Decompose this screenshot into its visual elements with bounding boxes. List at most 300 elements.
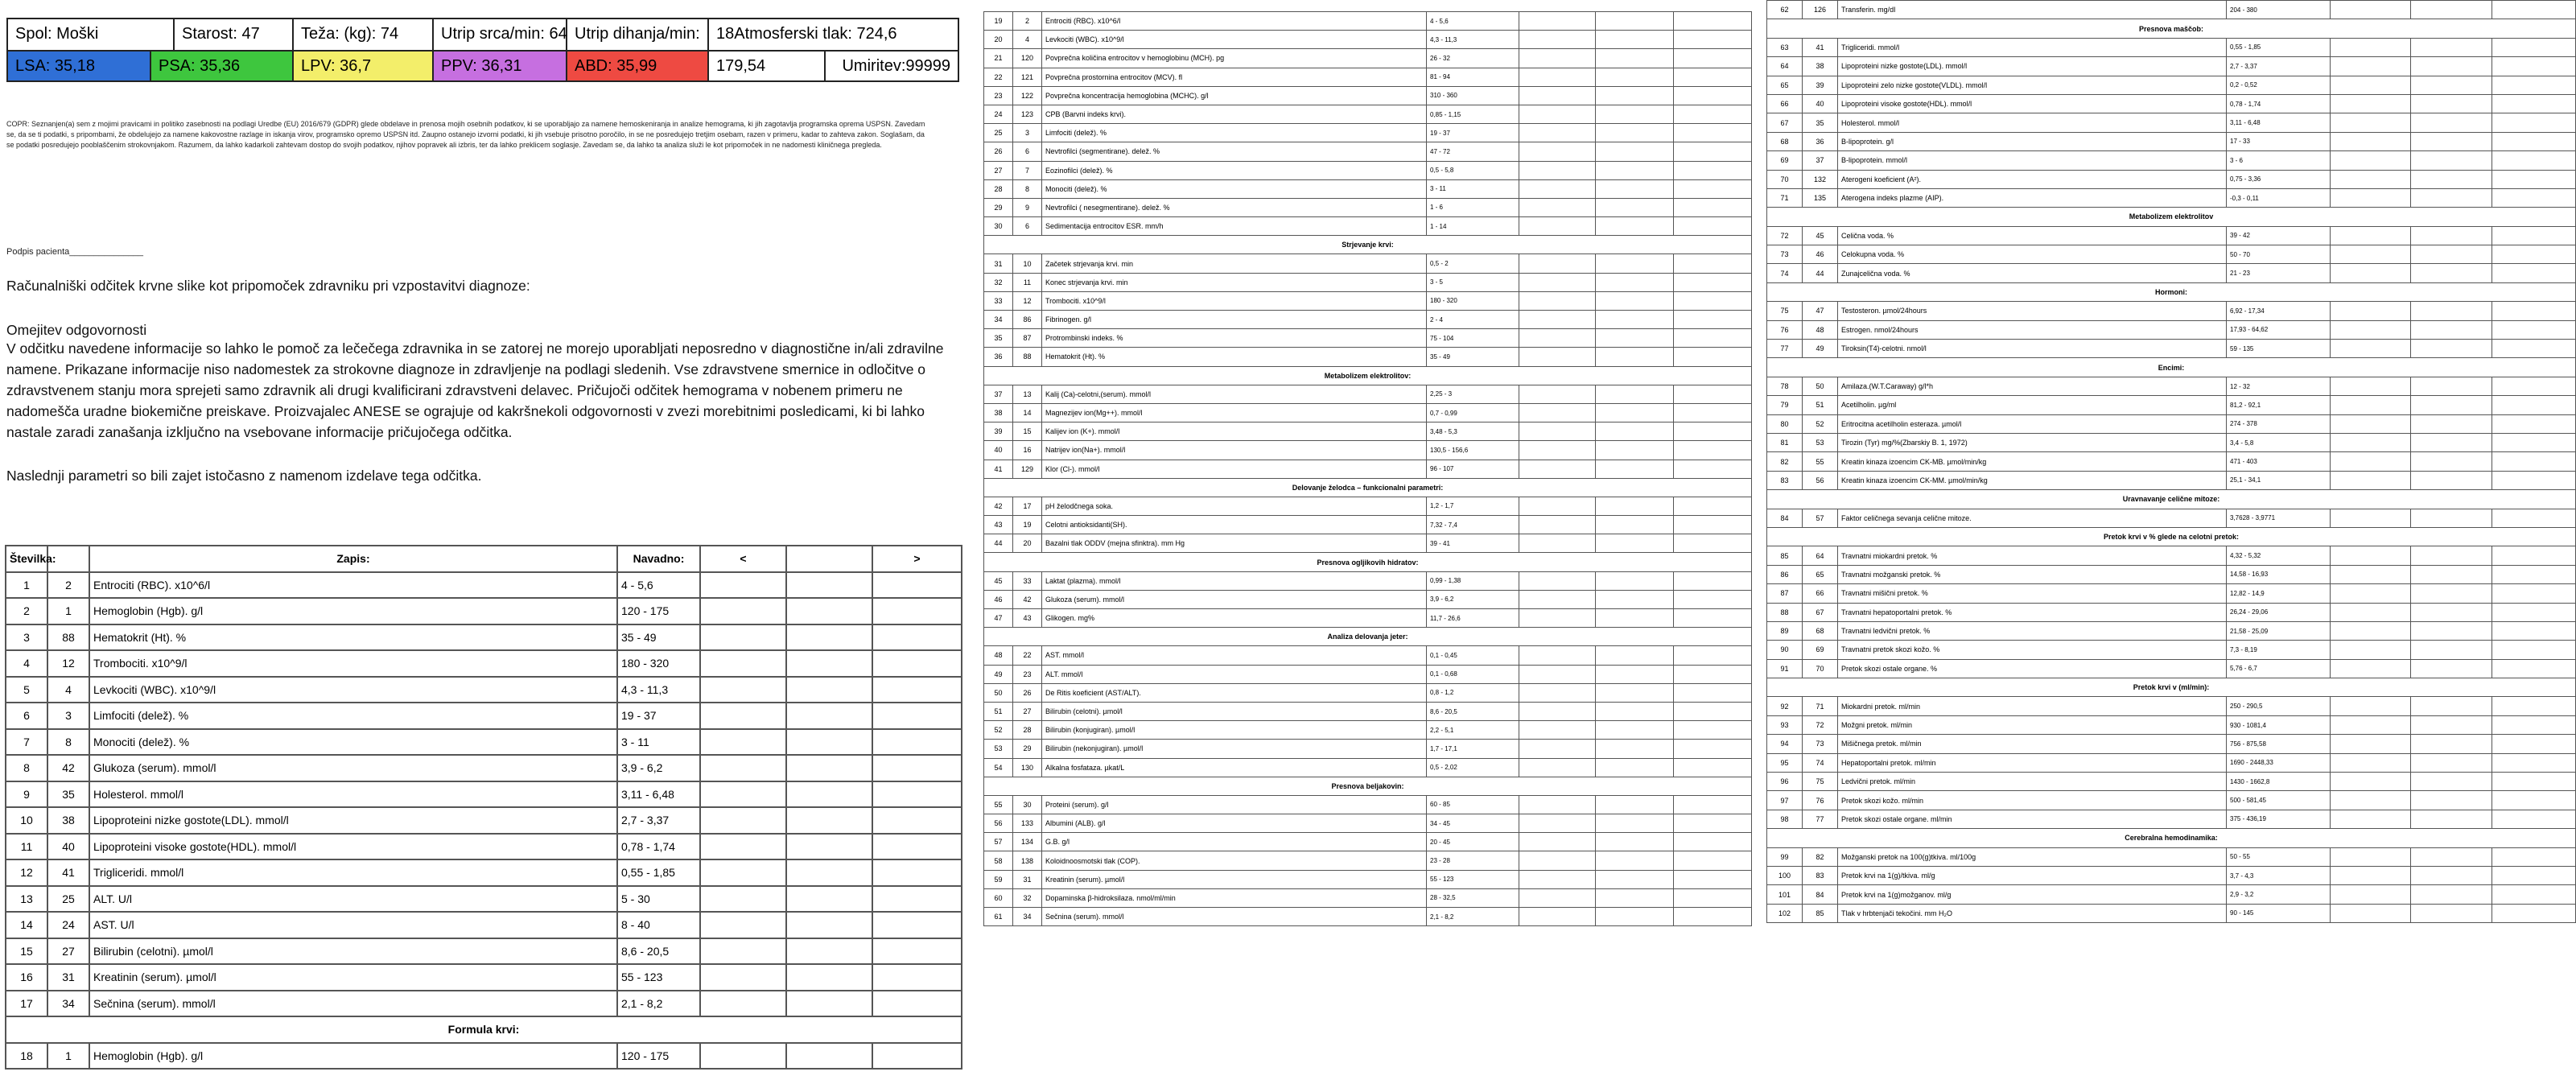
status-high-cell (2492, 340, 2576, 358)
table-row (984, 49, 1752, 68)
table-row (984, 12, 1752, 31)
status-high-cell (2492, 885, 2576, 904)
status-low-cell (1519, 497, 1596, 515)
status-low-cell (2331, 57, 2411, 76)
parameter-name: Povprečna koncentracija hemoglobina (MCHC). g/l (1042, 86, 1427, 105)
row-number: 100 (1767, 866, 1803, 884)
parameter-name: Sečnina (serum). mmol/l (89, 991, 617, 1017)
reference-range: 1690 - 2448,33 (2227, 753, 2331, 772)
status-normal-cell (2411, 433, 2492, 451)
status-low-cell (1519, 721, 1596, 740)
parameter-name: Aterogeni koeficient (A²). (1838, 170, 2227, 188)
status-normal-cell (1596, 740, 1674, 758)
parameter-code: 42 (47, 755, 89, 781)
parameter-code: 16 (1013, 441, 1042, 460)
status-low-cell (2331, 904, 2411, 922)
status-high-cell (1674, 273, 1752, 291)
status-low-cell (1519, 161, 1596, 179)
reference-range: 0,99 - 1,38 (1427, 571, 1519, 590)
reference-range: 0,8 - 1,2 (1427, 683, 1519, 702)
parameter-name: Bazalni tlak ODDV (mejna sfinktra). mm Hg (1042, 534, 1427, 553)
status-low-cell (1519, 142, 1596, 161)
reference-range: 375 - 436,19 (2227, 810, 2331, 828)
status-normal-cell (1596, 385, 1674, 403)
parameter-name: Možgni pretok. ml/min (1838, 715, 2227, 734)
status-high-cell (1674, 291, 1752, 310)
status-normal-cell (1596, 870, 1674, 888)
parameter-code: 4 (47, 677, 89, 703)
status-high-cell (872, 807, 962, 834)
row-number: 65 (1767, 76, 1803, 94)
row-number: 20 (984, 31, 1013, 49)
table-row (984, 68, 1752, 86)
status-normal-cell (2411, 641, 2492, 659)
status-high-cell (872, 650, 962, 677)
status-low-cell (1519, 86, 1596, 105)
reference-range: 3,11 - 6,48 (2227, 113, 2331, 132)
status-high-cell (1674, 814, 1752, 833)
status-normal-cell (1596, 888, 1674, 907)
status-normal-cell (1596, 273, 1674, 291)
reference-range: 1430 - 1662,8 (2227, 773, 2331, 791)
status-normal-cell (2411, 715, 2492, 734)
parameter-code: 35 (47, 781, 89, 808)
reference-range: 3,11 - 6,48 (617, 781, 700, 808)
status-normal-cell (2411, 151, 2492, 170)
status-low-cell (700, 624, 786, 651)
status-low-cell (1519, 179, 1596, 198)
parameter-name: Entrociti (RBC). x10^6/l (89, 572, 617, 599)
status-low-cell (1519, 68, 1596, 86)
status-high-cell (872, 572, 962, 599)
table-row (984, 740, 1752, 758)
parameter-name: G.B. g/l (1042, 833, 1427, 851)
status-normal-cell (1596, 329, 1674, 348)
parameter-name: Povprečna prostornina entrocitov (MCV). fl (1042, 68, 1427, 86)
table-row (984, 217, 1752, 236)
parameter-code: 133 (1013, 814, 1042, 833)
status-high-cell (2492, 565, 2576, 583)
status-normal-cell (2411, 904, 2492, 922)
reference-range: 60 - 85 (1427, 795, 1519, 814)
parameter-name: Pretok krvi na 1(g)možganov. ml/g (1838, 885, 2227, 904)
parameter-code: 2 (1013, 12, 1042, 31)
parameter-code: 44 (1803, 264, 1838, 282)
status-low-cell (1519, 814, 1596, 833)
parameter-code: 55 (1803, 452, 1838, 471)
reference-range: 81,2 - 92,1 (2227, 396, 2331, 414)
status-low-cell (700, 677, 786, 703)
status-low-cell (1519, 385, 1596, 403)
status-high-cell (1674, 198, 1752, 216)
status-low-cell (2331, 1, 2411, 19)
table-row (1767, 621, 2576, 640)
section-title: Formula krvi: (6, 1016, 962, 1043)
reference-range: 3,9 - 6,2 (1427, 590, 1519, 608)
status-high-cell (1674, 254, 1752, 273)
parameter-code: 27 (1013, 702, 1042, 720)
row-number: 29 (984, 198, 1013, 216)
parameter-code: 86 (1013, 311, 1042, 329)
parameter-code: 120 (1013, 49, 1042, 68)
reference-range: 4 - 5,6 (617, 572, 700, 599)
parameter-name: Kalijev ion (K+). mmol/l (1042, 422, 1427, 441)
status-high-cell (2492, 847, 2576, 866)
row-number: 88 (1767, 603, 1803, 621)
status-high-cell (872, 964, 962, 991)
status-low-cell (1519, 254, 1596, 273)
section-row (6, 1016, 962, 1043)
status-low-cell (2331, 735, 2411, 753)
status-low-cell (700, 964, 786, 991)
table-row (984, 870, 1752, 888)
table-row (984, 758, 1752, 777)
parameters-note: Naslednji parametri so bili zajet istočasno z namenom izdelave tega odčitka. (6, 468, 482, 484)
parameter-code: 83 (1803, 866, 1838, 884)
row-number: 37 (984, 385, 1013, 403)
row-number: 80 (1767, 414, 1803, 433)
reference-range: 2,1 - 8,2 (1427, 908, 1519, 926)
parameter-name: Kreatinin (serum). µmol/l (1042, 870, 1427, 888)
section-row (1767, 490, 2576, 509)
table-row (1767, 151, 2576, 170)
table-row (984, 888, 1752, 907)
status-normal-cell (1596, 124, 1674, 142)
status-normal-cell (1596, 254, 1674, 273)
status-low-cell (2331, 509, 2411, 527)
status-normal-cell (1596, 105, 1674, 123)
status-high-cell (1674, 329, 1752, 348)
section-title: Metabolizem elektrolitov (1767, 208, 2576, 226)
status-normal-cell (786, 572, 872, 599)
row-number: 62 (1767, 1, 1803, 19)
status-high-cell (1674, 86, 1752, 105)
reference-range: 23 - 28 (1427, 851, 1519, 870)
row-number: 68 (1767, 132, 1803, 150)
status-normal-cell (2411, 603, 2492, 621)
parameter-name: Hepatoportalni pretok. ml/min (1838, 753, 2227, 772)
parameter-name: Bilirubin (celotni). µmol/l (1042, 702, 1427, 720)
status-normal-cell (2411, 509, 2492, 527)
status-low-cell (1519, 833, 1596, 851)
parameter-name: Dopaminska β-hidroksilaza. nmol/ml/min (1042, 888, 1427, 907)
table-row (6, 807, 962, 834)
status-low-cell (2331, 641, 2411, 659)
status-normal-cell (786, 834, 872, 860)
status-low-cell (1519, 795, 1596, 814)
parameter-name: Alkalna fosfataza. µkat/L (1042, 758, 1427, 777)
status-normal-cell (1596, 516, 1674, 534)
status-normal-cell (2411, 471, 2492, 489)
status-high-cell (2492, 132, 2576, 150)
table-row (984, 124, 1752, 142)
table-row (984, 721, 1752, 740)
table-row (984, 273, 1752, 291)
table-row (1767, 38, 2576, 56)
status-low-cell (1519, 851, 1596, 870)
parameter-code: 19 (1013, 516, 1042, 534)
status-normal-cell (786, 729, 872, 756)
status-normal-cell (2411, 546, 2492, 565)
status-high-cell (1674, 217, 1752, 236)
status-low-cell (2331, 810, 2411, 828)
status-low-cell (2331, 377, 2411, 395)
status-low-cell (1519, 12, 1596, 31)
reference-range: 28 - 32,5 (1427, 888, 1519, 907)
reference-range: 2,2 - 5,1 (1427, 721, 1519, 740)
row-number: 24 (984, 105, 1013, 123)
reference-range: 3,48 - 5,3 (1427, 422, 1519, 441)
row-number: 54 (984, 758, 1013, 777)
status-high-cell (1674, 646, 1752, 665)
table-header-cell: Navadno: (617, 546, 700, 572)
status-low-cell (1519, 571, 1596, 590)
status-low-cell (2331, 396, 2411, 414)
status-high-cell (2492, 735, 2576, 753)
psa-field: PSA: 35,36 (151, 52, 294, 80)
status-low-cell (2331, 151, 2411, 170)
reference-range: 0,7 - 0,99 (1427, 403, 1519, 422)
reference-range: 55 - 123 (617, 964, 700, 991)
section-title: Cerebralna hemodinamika: (1767, 829, 2576, 847)
parameter-code: 9 (1013, 198, 1042, 216)
status-high-cell (1674, 142, 1752, 161)
status-high-cell (1674, 441, 1752, 460)
row-number: 13 (6, 886, 47, 913)
row-number: 35 (984, 329, 1013, 348)
parameter-code: 40 (47, 834, 89, 860)
table-row (1767, 810, 2576, 828)
table-row (984, 833, 1752, 851)
parameter-name: Bilirubin (celotni). µmol/l (89, 938, 617, 965)
parameter-name: Klor (Cl-). mmol/l (1042, 460, 1427, 478)
row-number: 49 (984, 665, 1013, 683)
reference-range: -0,3 - 0,11 (2227, 188, 2331, 207)
status-normal-cell (2411, 697, 2492, 715)
status-normal-cell (2411, 584, 2492, 603)
reference-range: 1,2 - 1,7 (1427, 497, 1519, 515)
row-number: 81 (1767, 433, 1803, 451)
status-high-cell (2492, 584, 2576, 603)
parameter-code: 37 (1803, 151, 1838, 170)
table-row (984, 702, 1752, 720)
table-row (6, 938, 962, 965)
reference-range: 120 - 175 (617, 598, 700, 624)
parameter-code: 6 (1013, 217, 1042, 236)
status-high-cell (2492, 188, 2576, 207)
status-high-cell (1674, 497, 1752, 515)
umiritev-field: Umiritev:99999 (842, 57, 950, 75)
parameter-code: 50 (1803, 377, 1838, 395)
status-normal-cell (786, 886, 872, 913)
row-number: 11 (6, 834, 47, 860)
status-normal-cell (2411, 57, 2492, 76)
status-normal-cell (2411, 810, 2492, 828)
parameter-name: ALT. mmol/l (1042, 665, 1427, 683)
reference-range: 39 - 41 (1427, 534, 1519, 553)
parameter-code: 40 (1803, 94, 1838, 113)
table-header-cell: Številka: (6, 546, 47, 572)
row-number: 5 (6, 677, 47, 703)
results-table-2 (983, 11, 1752, 926)
status-normal-cell (1596, 814, 1674, 833)
table-row (1767, 113, 2576, 132)
row-number: 95 (1767, 753, 1803, 772)
status-high-cell (1674, 870, 1752, 888)
reference-range: 21,58 - 25,09 (2227, 621, 2331, 640)
parameter-code: 64 (1803, 546, 1838, 565)
parameter-name: Miokardni pretok. ml/min (1838, 697, 2227, 715)
parameter-name: Travnatni ledvični pretok. % (1838, 621, 2227, 640)
table-row (1767, 546, 2576, 565)
status-high-cell (2492, 659, 2576, 678)
disclaimer-title: Omejitev odgovornosti (6, 322, 147, 338)
parameter-name: Lipoproteini visoke gostote(HDL). mmol/l (89, 834, 617, 860)
status-normal-cell (1596, 68, 1674, 86)
row-number: 86 (1767, 565, 1803, 583)
parameter-name: Amilaza.(W.T.Caraway) g/l*h (1838, 377, 2227, 395)
table-row (1767, 509, 2576, 527)
reference-range: 14,58 - 16,93 (2227, 565, 2331, 583)
row-number: 34 (984, 311, 1013, 329)
status-high-cell (2492, 38, 2576, 56)
reference-range: 180 - 320 (617, 650, 700, 677)
parameter-name: Travnatni hepatoportalni pretok. % (1838, 603, 2227, 621)
status-low-cell (1519, 516, 1596, 534)
table-row (984, 105, 1752, 123)
row-number: 23 (984, 86, 1013, 105)
status-normal-cell (2411, 113, 2492, 132)
table-row (984, 385, 1752, 403)
status-normal-cell (1596, 161, 1674, 179)
parameter-name: Proteini (serum). g/l (1042, 795, 1427, 814)
parameter-name: Levkociti (WBC). x10^9/l (1042, 31, 1427, 49)
parameter-code: 70 (1803, 659, 1838, 678)
reference-range: 0,75 - 3,36 (2227, 170, 2331, 188)
parameter-code: 48 (1803, 320, 1838, 339)
status-high-cell (1674, 851, 1752, 870)
row-number: 93 (1767, 715, 1803, 734)
status-high-cell (1674, 571, 1752, 590)
parameter-code: 88 (47, 624, 89, 651)
table-row (1767, 320, 2576, 339)
parameter-code: 75 (1803, 773, 1838, 791)
status-normal-cell (786, 755, 872, 781)
reference-range: 180 - 320 (1427, 291, 1519, 310)
reference-range: 0,2 - 0,52 (2227, 76, 2331, 94)
row-number: 43 (984, 516, 1013, 534)
row-number: 70 (1767, 170, 1803, 188)
status-normal-cell (1596, 422, 1674, 441)
parameter-code: 39 (1803, 76, 1838, 94)
table-row (1767, 94, 2576, 113)
parameter-name: Pretok krvi na 1(g)/tkiva. ml/g (1838, 866, 2227, 884)
status-low-cell (2331, 885, 2411, 904)
status-normal-cell (2411, 735, 2492, 753)
parameter-code: 56 (1803, 471, 1838, 489)
status-normal-cell (1596, 348, 1674, 366)
status-normal-cell (2411, 245, 2492, 264)
parameter-code: 2 (47, 572, 89, 599)
parameter-name: Levkociti (WBC). x10^9/l (89, 677, 617, 703)
status-high-cell (2492, 1, 2576, 19)
table-row (984, 403, 1752, 422)
section-row (984, 628, 1752, 646)
row-number: 66 (1767, 94, 1803, 113)
table-row (984, 908, 1752, 926)
row-number: 69 (1767, 151, 1803, 170)
reference-range: 3 - 11 (1427, 179, 1519, 198)
status-normal-cell (2411, 396, 2492, 414)
row-number: 7 (6, 729, 47, 756)
row-number: 38 (984, 403, 1013, 422)
row-number: 99 (1767, 847, 1803, 866)
reference-range: 39 - 42 (2227, 226, 2331, 245)
status-low-cell (700, 807, 786, 834)
row-number: 52 (984, 721, 1013, 740)
row-number: 28 (984, 179, 1013, 198)
table-row (1767, 76, 2576, 94)
parameter-code: 138 (1013, 851, 1042, 870)
table-row (6, 677, 962, 703)
row-number: 2 (6, 598, 47, 624)
table-row (6, 991, 962, 1017)
table-row (1767, 433, 2576, 451)
row-number: 16 (6, 964, 47, 991)
section-row (1767, 527, 2576, 546)
table-row (984, 348, 1752, 366)
status-normal-cell (1596, 683, 1674, 702)
status-high-cell (2492, 641, 2576, 659)
status-low-cell (2331, 38, 2411, 56)
status-high-cell (1674, 888, 1752, 907)
status-normal-cell (2411, 132, 2492, 150)
parameter-code: 85 (1803, 904, 1838, 922)
status-normal-cell (2411, 94, 2492, 113)
row-number: 36 (984, 348, 1013, 366)
row-number: 61 (984, 908, 1013, 926)
section-title: Pretok krvi v (ml/min): (1767, 678, 2576, 697)
reference-range: 17,93 - 64,62 (2227, 320, 2331, 339)
row-number: 91 (1767, 659, 1803, 678)
parameter-code: 135 (1803, 188, 1838, 207)
row-number: 31 (984, 254, 1013, 273)
status-high-cell (872, 886, 962, 913)
parameter-name: Hemoglobin (Hgb). g/l (89, 598, 617, 624)
status-normal-cell (1596, 12, 1674, 31)
reference-range: 3 - 5 (1427, 273, 1519, 291)
parameter-name: Konec strjevanja krvi. min (1042, 273, 1427, 291)
table-row (984, 142, 1752, 161)
status-high-cell (2492, 621, 2576, 640)
status-high-cell (2492, 509, 2576, 527)
total-value: 179,54 (709, 52, 826, 80)
parameter-name: Bilirubin (konjugiran). µmol/l (1042, 721, 1427, 740)
row-number: 51 (984, 702, 1013, 720)
parameter-code: 33 (1013, 571, 1042, 590)
reference-range: 3 - 6 (2227, 151, 2331, 170)
parameter-code: 76 (1803, 791, 1838, 810)
status-normal-cell (1596, 311, 1674, 329)
parameter-code: 122 (1013, 86, 1042, 105)
row-number: 9 (6, 781, 47, 808)
parameter-name: Kreatin kinaza izoencim CK-MM. µmol/min/kg (1838, 471, 2227, 489)
row-number: 78 (1767, 377, 1803, 395)
row-number: 97 (1767, 791, 1803, 810)
section-row (984, 236, 1752, 254)
table-row (6, 572, 962, 599)
parameter-name: Kreatin kinaza izoencim CK-MB. µmol/min/kg (1838, 452, 2227, 471)
